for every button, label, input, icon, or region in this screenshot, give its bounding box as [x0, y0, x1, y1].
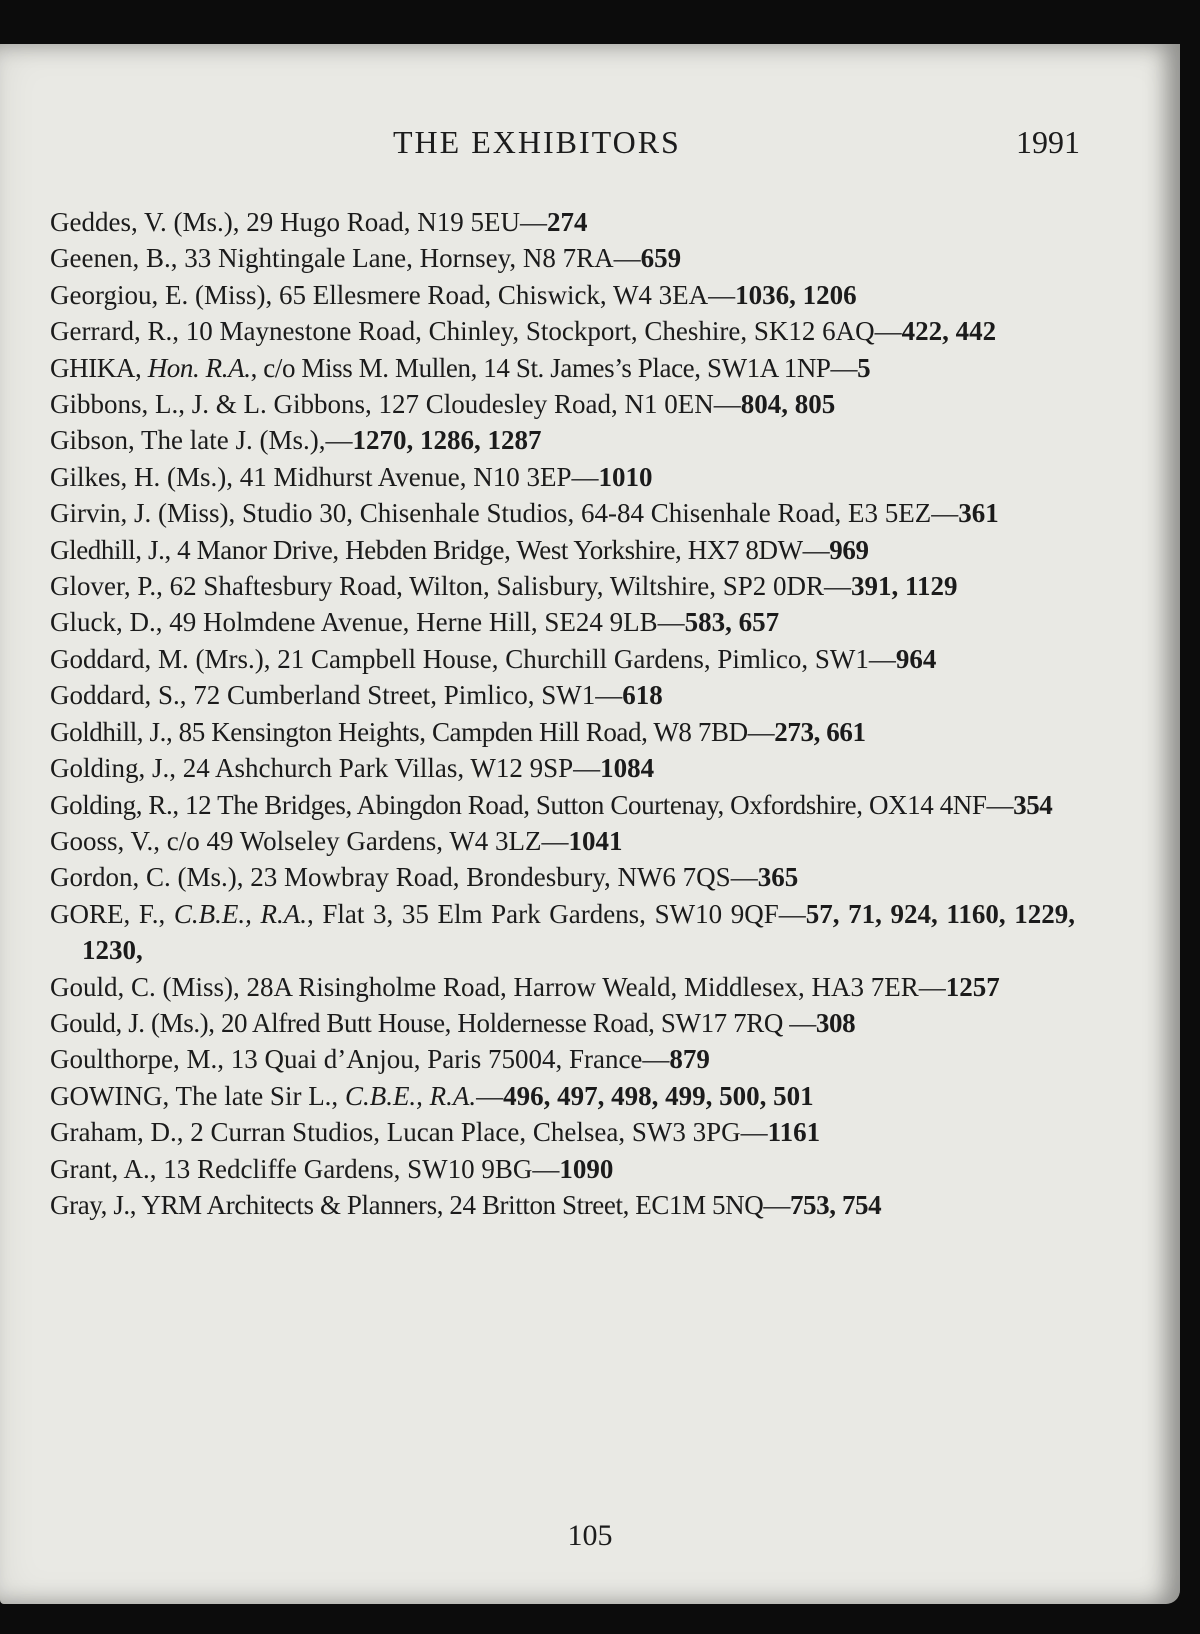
list-item: Graham, D., 2 Curran Studios, Lucan Place, Chelsea, SW3 3PG—1161: [50, 1117, 821, 1148]
list-item: Gibson, The late J. (Ms.),—1270, 1286, 1287: [50, 425, 542, 456]
list-item: Gray, J., YRM Architects & Planners, 24 Britton Street, EC1M 5NQ—753, 754: [50, 1189, 882, 1220]
list-item: Gooss, V., c/o 49 Wolseley Gardens, W4 3LZ—1041: [50, 825, 623, 856]
list-item: Gerrard, R., 10 Maynestone Road, Chinley, Stockport, Cheshire, SK12 6AQ—422, 442: [50, 316, 997, 347]
list-item: Gledhill, J., 4 Manor Drive, Hebden Bridge, West Yorkshire, HX7 8DW—969: [50, 534, 869, 565]
list-item: Grant, A., 13 Redcliffe Gardens, SW10 9BG—1090: [50, 1153, 614, 1184]
list-item: Golding, R., 12 The Bridges, Abingdon Road, Sutton Courtenay, Oxfordshire, OX14 4NF—354: [50, 789, 1053, 820]
list-item: Goulthorpe, M., 13 Quai d’Anjou, Paris 75004, France—879: [50, 1044, 710, 1075]
header-year: 1991: [1016, 124, 1080, 160]
list-item: Goddard, M. (Mrs.), 21 Campbell House, Churchill Gardens, Pimlico, SW1—964: [50, 643, 937, 674]
list-item: GOWING, The late Sir L., C.B.E., R.A.—496, 497, 498, 499, 500, 501: [50, 1080, 814, 1111]
book-page: [0, 44, 1180, 1604]
list-item: Geddes, V. (Ms.), 29 Hugo Road, N19 5EU—274: [50, 207, 588, 237]
exhibitor-list: [50, 204, 1075, 1223]
list-item: Goldhill, J., 85 Kensington Heights, Campden Hill Road, W8 7BD—273, 661: [50, 716, 866, 747]
list-item: GHIKA, Hon. R.A., c/o Miss M. Mullen, 14 St. James’s Place, SW1A 1NP—5: [50, 352, 871, 383]
list-item: Gilkes, H. (Ms.), 41 Midhurst Avenue, N10 3EP—1010: [50, 461, 653, 492]
list-item: GORE, F., C.B.E., R.A., Flat 3, 35 Elm Park Gardens, SW10 9QF—57, 71, 924, 1160, 1229, 1230,: [50, 898, 1075, 966]
list-item: Gordon, C. (Ms.), 23 Mowbray Road, Brondesbury, NW6 7QS—365: [50, 862, 799, 893]
list-item: Gibbons, L., J. & L. Gibbons, 127 Cloudesley Road, N1 0EN—804, 805: [50, 389, 836, 420]
list-item: Gould, J. (Ms.), 20 Alfred Butt House, Holdernesse Road, SW17 7RQ —308: [50, 1007, 856, 1038]
list-item: Girvin, J. (Miss), Studio 30, Chisenhale Studios, 64-84 Chisenhale Road, E3 5EZ—361: [50, 498, 999, 529]
list-item: Georgiou, E. (Miss), 65 Ellesmere Road, Chiswick, W4 3EA—1036, 1206: [50, 279, 857, 310]
list-item: Goddard, S., 72 Cumberland Street, Pimlico, SW1—618: [50, 680, 663, 711]
list-item: Glover, P., 62 Shaftesbury Road, Wilton, Salisbury, Wiltshire, SP2 0DR—391, 1129: [50, 571, 958, 602]
list-item: Geenen, B., 33 Nightingale Lane, Hornsey, N8 7RA—659: [50, 243, 682, 274]
running-header: [0, 124, 1180, 164]
list-item: Golding, J., 24 Ashchurch Park Villas, W12 9SP—1084: [50, 753, 655, 784]
list-item: Gluck, D., 49 Holmdene Avenue, Herne Hill, SE24 9LB—583, 657: [50, 607, 780, 638]
page-number: 105: [567, 1519, 613, 1552]
list-item: Gould, C. (Miss), 28A Risingholme Road, Harrow Weald, Middlesex, HA3 7ER—1257: [50, 971, 1000, 1002]
page-title: THE EXHIBITORS: [393, 124, 681, 160]
